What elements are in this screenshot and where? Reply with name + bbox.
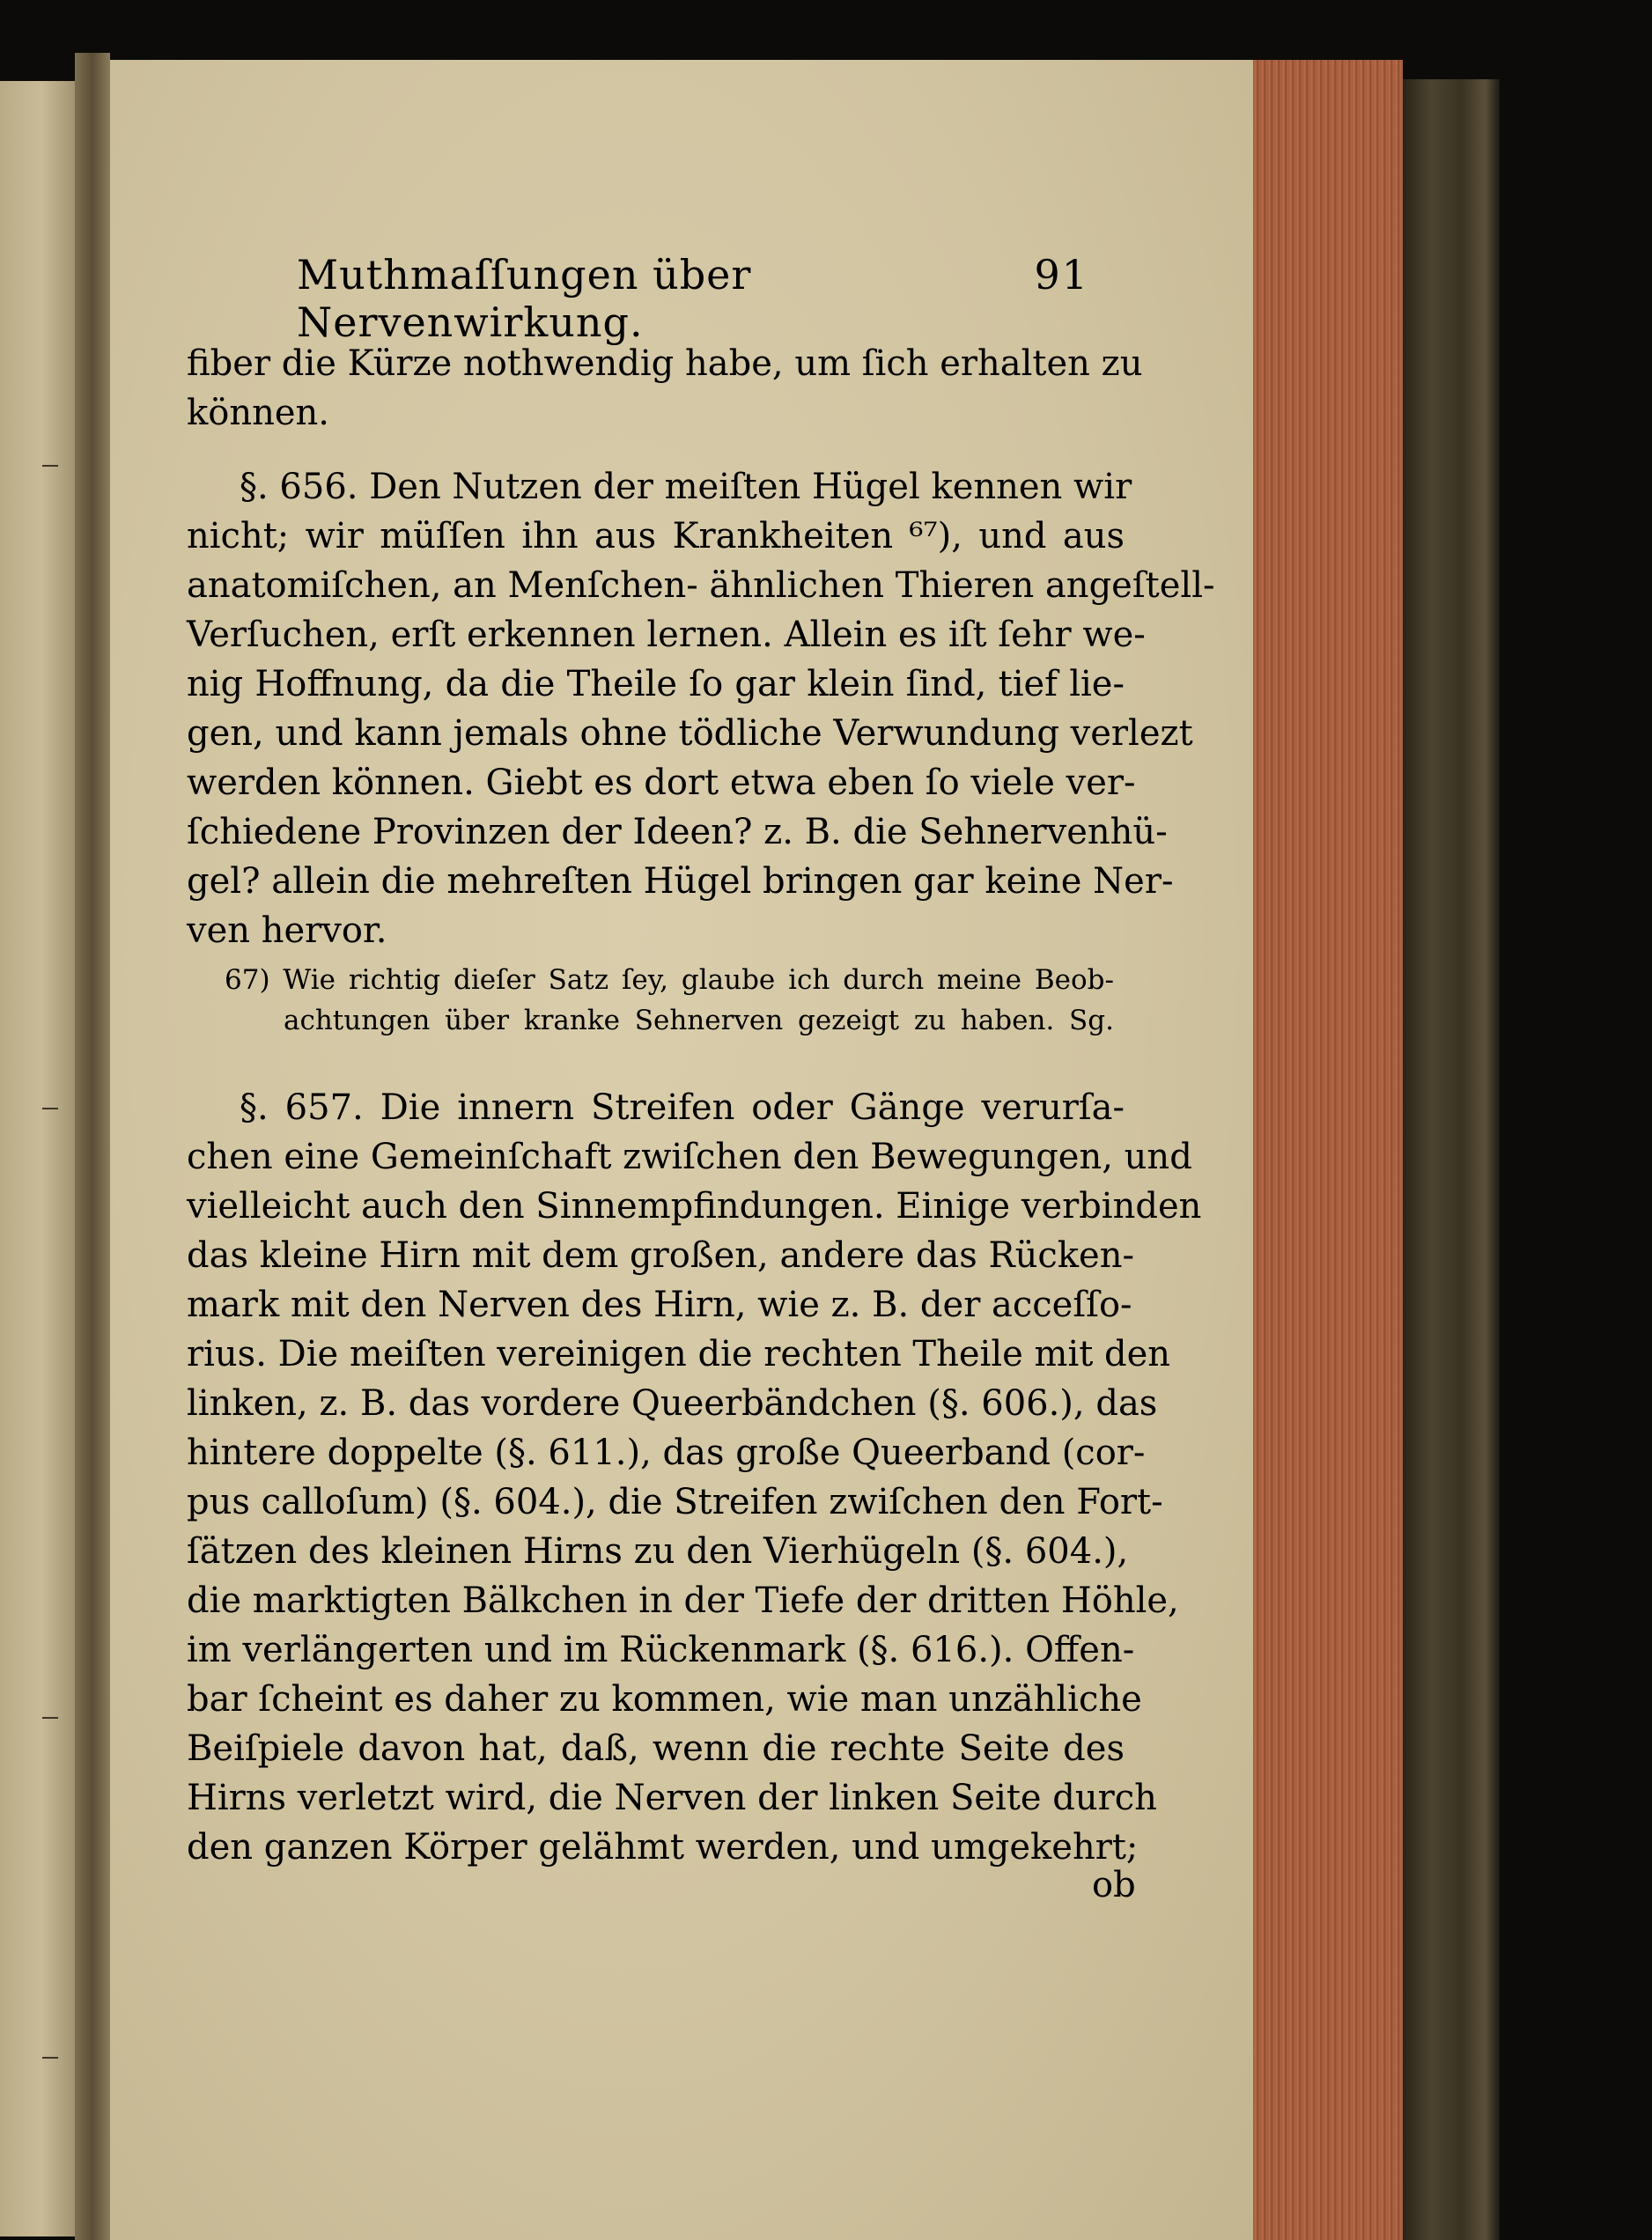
page-block-edge [1253,60,1403,2240]
page-number: 91 [1034,251,1089,298]
text-line: Beiſpiele davon hat, daß, wenn die rechte Seite des [187,1728,1125,1769]
text-line: bar ſcheint es daher zu kommen, wie man unzähliche [187,1679,1142,1720]
text-line: chen eine Gemeinſchaft zwiſchen den Bewegungen, und [187,1137,1192,1177]
facing-page-edge [0,81,75,2236]
catchword: ob [1092,1865,1136,1905]
text-line: hintere doppelte (§. 611.), das große Queerband (cor- [187,1433,1146,1473]
section-657 [187,1083,1202,1872]
text-line: das kleine Hirn mit dem großen, andere das Rücken- [187,1235,1134,1276]
text-line: Hirns verletzt wird, die Nerven der linken Seite durch [187,1778,1157,1818]
running-head [297,251,1089,346]
text-line: gen, und kann jemals ohne tödliche Verwundung verlezt [187,713,1193,754]
continued-paragraph [187,339,1143,438]
text-line: werden können. Giebt es dort etwa eben ſo viele ver- [187,763,1136,803]
text-line: mark mit den Nerven des Hirn, wie z. B. der acceſſo- [187,1285,1132,1325]
running-head-title: Muthmaſſungen über Nervenwirkung. [297,251,752,346]
text-line: nig Hoffnung, da die Theile ſo gar klein ſind, tief lie- [187,664,1125,704]
margin-mark [42,2057,58,2059]
text-line: gel? allein die mehreſten Hügel bringen gar keine Ner- [187,861,1174,902]
text-line: können. [187,393,329,433]
text-line: nicht; wir müſſen ihn aus Krankheiten ⁶⁷), und aus [187,516,1125,556]
text-line: §. 656. Den Nutzen der meiſten Hügel kennen wir [240,467,1132,507]
text-line: rius. Die meiſten vereinigen die rechten Theile mit den [187,1334,1171,1374]
text-line: ven hervor. [187,910,387,951]
text-line: im verlängerten und im Rückenmark (§. 616.). Offen- [187,1630,1135,1670]
margin-mark [42,465,58,467]
book-cover-edge [1403,79,1500,2240]
margin-mark [42,1108,58,1109]
text-line: die marktigten Bälkchen in der Tiefe der dritten Höhle, [187,1581,1179,1621]
footnote-line: achtungen über kranke Sehnerven gezeigt zu haben. Sg. [284,1005,1114,1036]
text-line: pus calloſum) (§. 604.), die Streifen zwiſchen den Fort- [187,1482,1163,1522]
book-gutter [75,53,110,2240]
text-line: vielleicht auch den Sinnempfindungen. Einige verbinden [187,1186,1202,1227]
text-line: fiber die Kürze nothwendig habe, um ſich erhalten zu [187,343,1143,384]
text-line: den ganzen Körper gelähmt werden, und umgekehrt; [187,1827,1139,1868]
text-line: ſätzen des kleinen Hirns zu den Vierhügeln (§. 604.), [187,1531,1129,1572]
margin-mark [42,1717,58,1719]
footnote-67 [225,960,1114,1041]
text-line: §. 657. Die innern Streifen oder Gänge verurſa- [240,1087,1125,1128]
text-line: anatomiſchen, an Menſchen- ähnlichen Thieren angeſtell- [187,565,1215,606]
text-line: ſchiedene Provinzen der Ideen? z. B. die Sehnervenhü- [187,812,1168,852]
text-line: Verſuchen, erſt erkennen lernen. Allein es iſt ſehr we- [187,615,1146,655]
footnote-line: 67) Wie richtig dieſer Satz ſey, glaube ich durch meine Beob- [225,964,1114,996]
section-656 [187,462,1215,955]
text-line: linken, z. B. das vordere Queerbändchen (§. 606.), das [187,1383,1158,1424]
